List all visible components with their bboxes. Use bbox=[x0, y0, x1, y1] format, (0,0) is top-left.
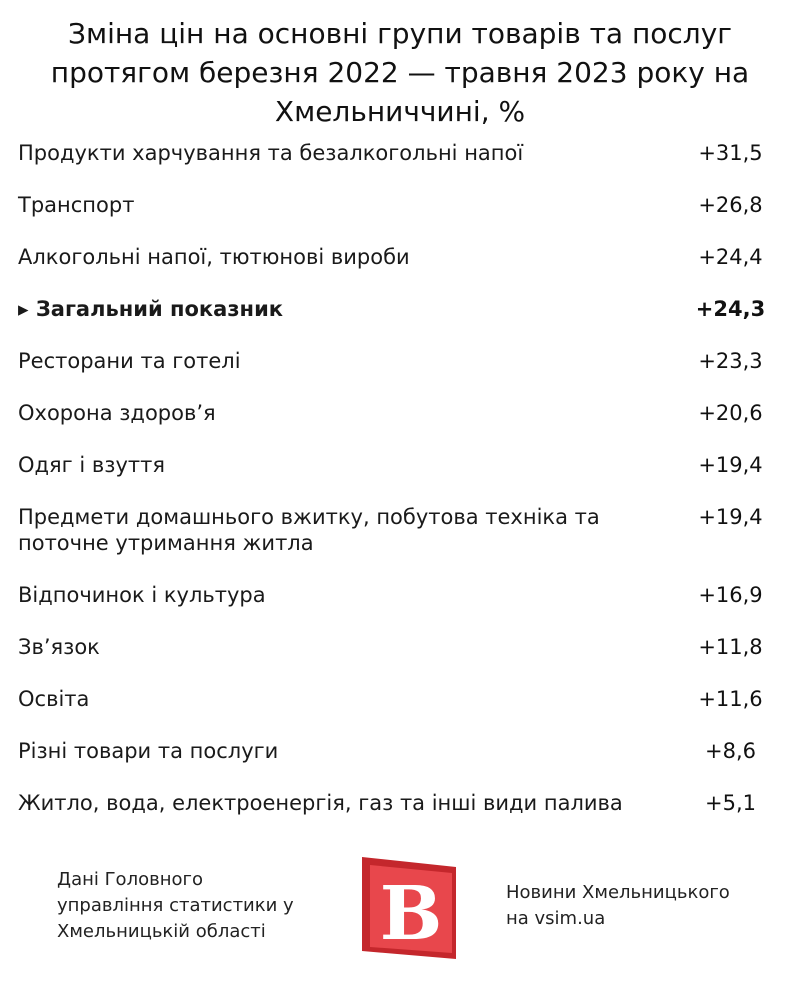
row-label bbox=[18, 244, 688, 270]
row-value: +31,5 bbox=[698, 141, 763, 165]
table-row bbox=[18, 452, 778, 478]
row-label bbox=[18, 296, 688, 322]
row-label-line: поточне утримання житла bbox=[18, 531, 314, 555]
table-row bbox=[18, 686, 778, 712]
row-value: +19,4 bbox=[698, 505, 763, 529]
row-value: +24,4 bbox=[698, 245, 763, 269]
source-line: управління статистики у bbox=[57, 895, 294, 916]
row-label bbox=[18, 790, 688, 816]
title-line: протягом березня 2022 — травня 2023 року на bbox=[50, 56, 750, 89]
row-label-line: Продукти харчування та безалкогольні напої bbox=[18, 141, 524, 165]
table-row bbox=[18, 790, 778, 816]
title-line: Хмельниччині, % bbox=[274, 95, 526, 128]
row-label-line: Одяг і взуття bbox=[18, 453, 165, 477]
row-value: +20,6 bbox=[698, 401, 763, 425]
row-label-line: Освіта bbox=[18, 687, 90, 711]
row-label-line: Житло, вода, електроенергія, газ та інші види палива bbox=[18, 791, 623, 815]
source-line: Дані Головного bbox=[57, 869, 203, 890]
row-value: +16,9 bbox=[698, 583, 763, 607]
publisher-line: на vsim.ua bbox=[506, 908, 606, 929]
title-line: Зміна цін на основні групи товарів та послуг bbox=[68, 17, 732, 50]
table-row bbox=[18, 296, 778, 322]
row-label bbox=[18, 452, 688, 478]
row-value: +5,1 bbox=[705, 791, 756, 815]
row-value: +11,6 bbox=[698, 687, 763, 711]
row-label bbox=[18, 140, 688, 166]
row-label-line: Охорона здоров’я bbox=[18, 401, 216, 425]
table-row bbox=[18, 244, 778, 270]
row-label-line: Відпочинок і культура bbox=[18, 583, 266, 607]
row-label-line: Предмети домашнього вжитку, побутова техніка та bbox=[18, 505, 600, 529]
publisher-line: Новини Хмельницького bbox=[506, 882, 730, 903]
row-value: +23,3 bbox=[698, 349, 763, 373]
row-value: +8,6 bbox=[705, 739, 756, 763]
table-row bbox=[18, 634, 778, 660]
row-label-line: Алкогольні напої, тютюнові вироби bbox=[18, 245, 410, 269]
row-label-line: Ресторани та готелі bbox=[18, 349, 241, 373]
row-label bbox=[18, 738, 688, 764]
table-row bbox=[18, 504, 778, 556]
row-value: +11,8 bbox=[698, 635, 763, 659]
row-label bbox=[18, 634, 688, 660]
logo-letter: B bbox=[379, 871, 443, 957]
table-row bbox=[18, 192, 778, 218]
source-line: Хмельницькій області bbox=[57, 921, 266, 942]
row-label bbox=[18, 582, 688, 608]
row-label bbox=[18, 686, 688, 712]
table-row bbox=[18, 582, 778, 608]
row-value: +24,3 bbox=[695, 297, 766, 321]
chart-title bbox=[0, 14, 800, 131]
row-label bbox=[18, 192, 688, 218]
table-row bbox=[18, 738, 778, 764]
row-value: +19,4 bbox=[698, 453, 763, 477]
row-label bbox=[18, 504, 688, 556]
vsim-logo bbox=[360, 855, 460, 960]
row-label-line: Зв’язок bbox=[18, 635, 100, 659]
table-row bbox=[18, 140, 778, 166]
row-label bbox=[18, 400, 688, 426]
data-source-note bbox=[57, 867, 337, 945]
table-row bbox=[18, 400, 778, 426]
row-value: +26,8 bbox=[698, 193, 763, 217]
row-label-line: Транспорт bbox=[18, 193, 135, 217]
publisher-note bbox=[506, 880, 786, 932]
table-row bbox=[18, 348, 778, 374]
row-label-line: Різні товари та послуги bbox=[18, 739, 279, 763]
row-label bbox=[18, 348, 688, 374]
row-label-line: ▸ Загальний показник bbox=[18, 297, 284, 321]
